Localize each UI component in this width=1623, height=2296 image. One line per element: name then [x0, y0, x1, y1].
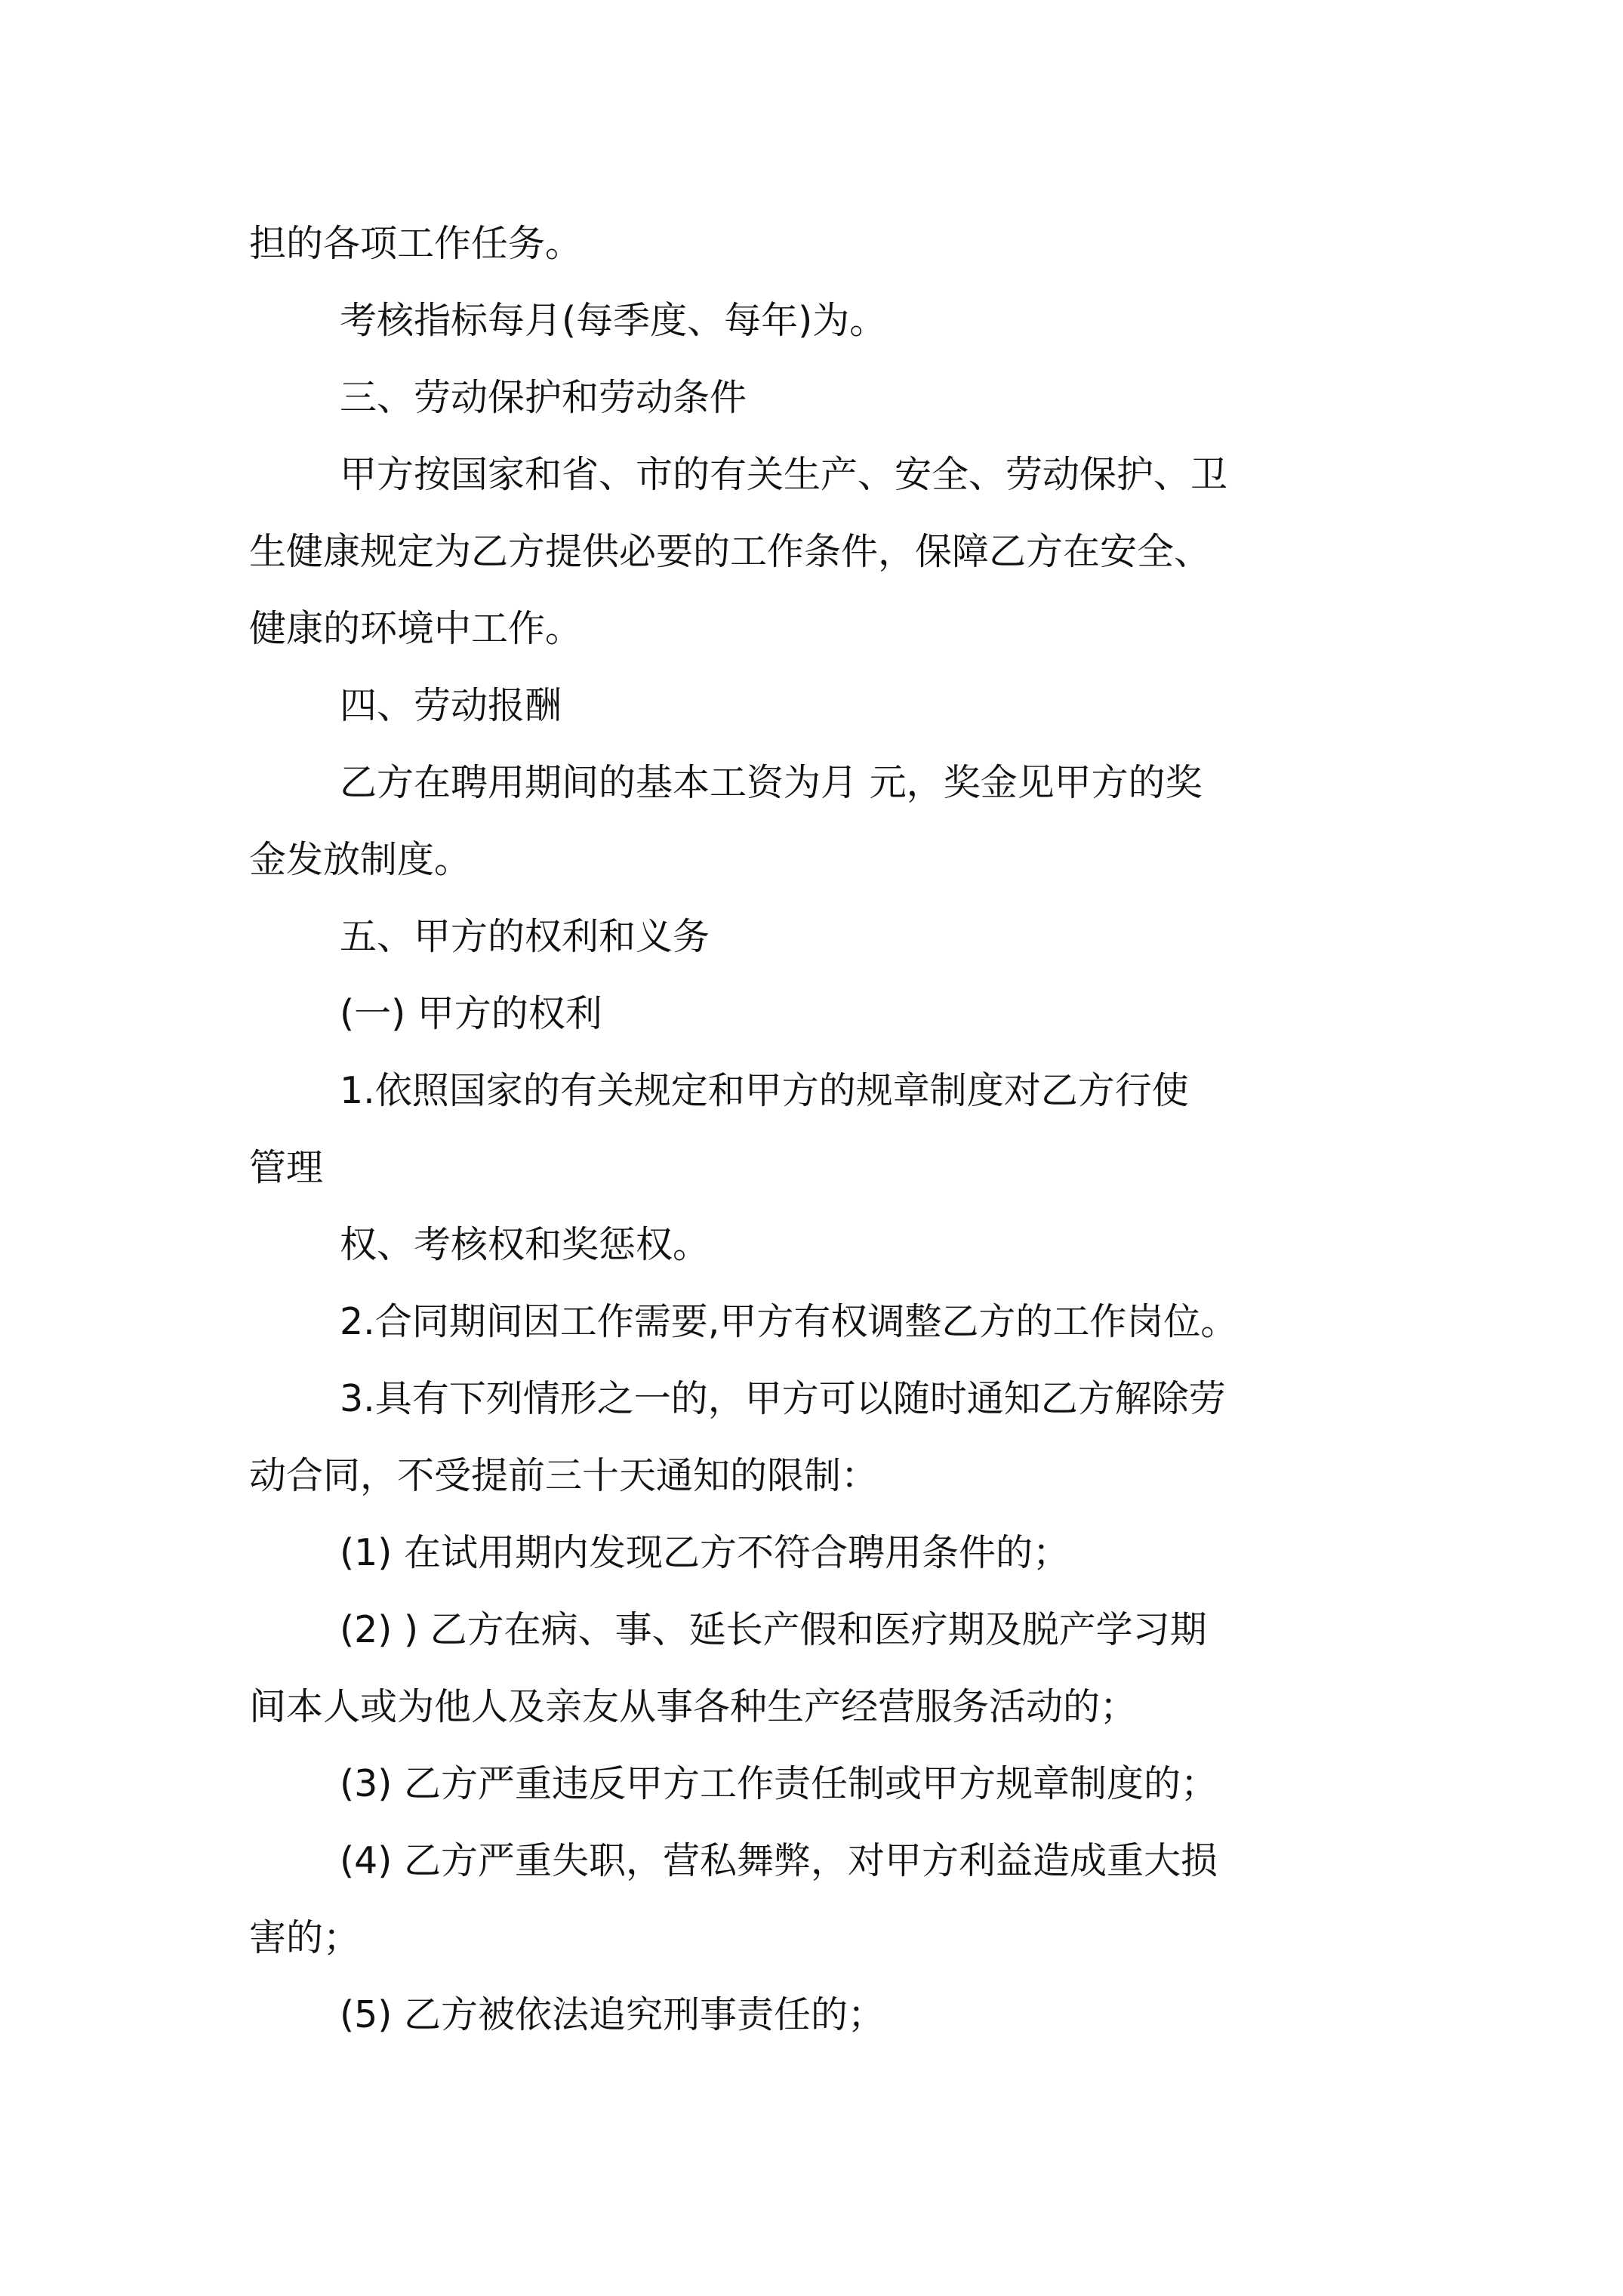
text-line: 甲方按国家和省、市的有关生产、安全、劳动保护、卫: [340, 453, 1228, 496]
text-line: 2.合同期间因工作需要,甲方有权调整乙方的工作岗位。: [340, 1300, 1238, 1343]
list-item: (1) 在试用期内发现乙方不符合聘用条件的；: [340, 1531, 1070, 1574]
text-line: 权、考核权和奖惩权。: [340, 1223, 710, 1266]
text-line: 担的各项工作任务。: [249, 222, 583, 265]
list-item: (4) 乙方严重失职，营私舞弊，对甲方利益造成重大损: [340, 1839, 1218, 1882]
list-item: (5) 乙方被依法追究刑事责任的；: [340, 1993, 885, 2036]
section-heading: 五、甲方的权利和义务: [340, 915, 710, 958]
subsection-heading: (一) 甲方的权利: [340, 992, 602, 1035]
text-line: 间本人或为他人及亲友从事各种生产经营服务活动的；: [249, 1685, 1138, 1728]
text-line: 3.具有下列情形之一的，甲方可以随时通知乙方解除劳: [340, 1377, 1226, 1420]
section-heading: 四、劳动报酬: [340, 684, 562, 727]
text-line: 生健康规定为乙方提供必要的工作条件，保障乙方在安全、: [249, 530, 1212, 573]
text-line: 健康的环境中工作。: [249, 607, 583, 650]
text-line: 管理: [249, 1146, 324, 1189]
section-heading: 三、劳动保护和劳动条件: [340, 376, 747, 419]
list-item: (3) 乙方严重违反甲方工作责任制或甲方规章制度的；: [340, 1762, 1218, 1805]
list-item: (2) ) 乙方在病、事、延长产假和医疗期及脱产学习期: [340, 1608, 1207, 1651]
text-line: 考核指标每月(每季度、每年)为。: [340, 299, 887, 342]
text-line: 乙方在聘用期间的基本工资为月 元，奖金见甲方的奖: [340, 761, 1203, 804]
text-line: 害的；: [249, 1916, 361, 1959]
text-line: 动合同，不受提前三十天通知的限制：: [249, 1454, 879, 1497]
text-line: 1.依照国家的有关规定和甲方的规章制度对乙方行使: [340, 1069, 1189, 1112]
text-line: 金发放制度。: [249, 838, 472, 881]
